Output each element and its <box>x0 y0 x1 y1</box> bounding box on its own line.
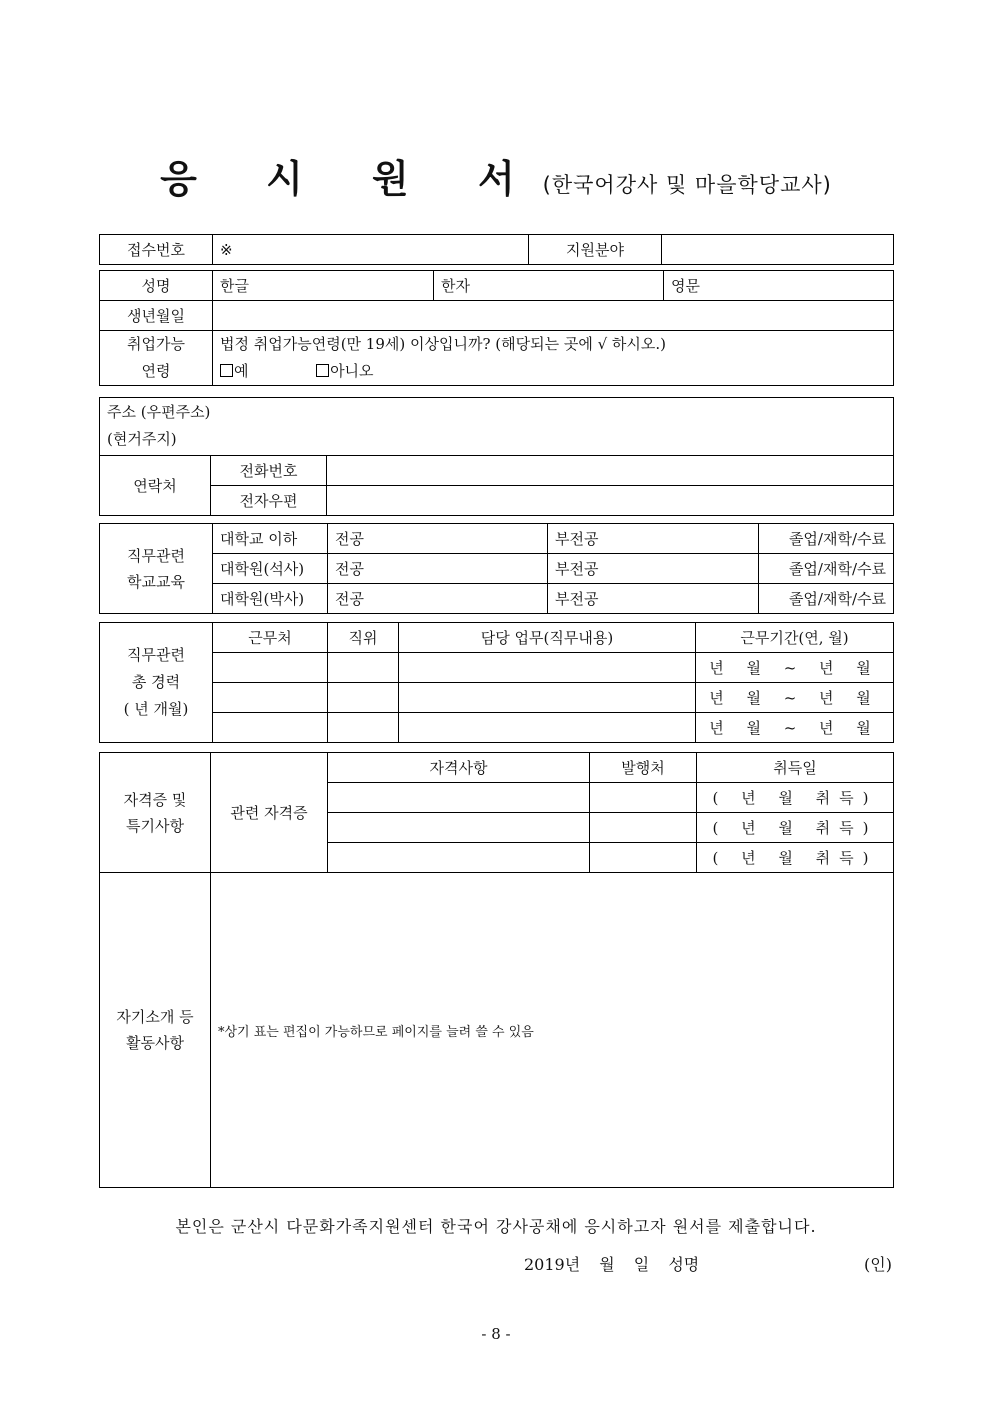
career-position[interactable] <box>328 713 399 743</box>
intro-label-1: 자기소개 등 <box>116 1008 194 1026</box>
education-status[interactable]: 졸업/재학/수료 <box>759 584 894 614</box>
career-workplace[interactable] <box>213 683 328 713</box>
career-header-workplace: 근무처 <box>213 623 328 653</box>
personal-info-table <box>99 270 894 386</box>
address-label-1: 주소 (우편주소) <box>107 403 211 421</box>
career-duties[interactable] <box>399 683 696 713</box>
intro-label <box>100 873 211 1188</box>
career-workplace[interactable] <box>213 713 328 743</box>
career-header-period: 근무기간(연, 월) <box>696 623 894 653</box>
employable-age-cell <box>213 331 894 386</box>
education-major[interactable]: 전공 <box>328 524 548 554</box>
education-table <box>99 523 894 614</box>
cert-header-issuer: 발행처 <box>590 753 697 783</box>
phone-label: 전화번호 <box>211 456 327 486</box>
cert-header-date: 취득일 <box>697 753 894 783</box>
certificates-table <box>99 752 894 1188</box>
cert-issuer[interactable] <box>590 843 697 873</box>
email-field[interactable] <box>327 486 894 516</box>
no-checkbox[interactable] <box>316 362 373 380</box>
career-position[interactable] <box>328 683 399 713</box>
career-duties[interactable] <box>399 713 696 743</box>
application-field-input[interactable] <box>662 235 894 265</box>
address-field[interactable] <box>100 398 894 456</box>
date-signature-line: 2019년 월 일 성명 <box>524 1255 700 1274</box>
career-table <box>99 622 894 743</box>
career-workplace[interactable] <box>213 653 328 683</box>
cert-date[interactable]: ( 년 월 취득) <box>697 783 894 813</box>
career-period[interactable]: 년 월 ~ 년 월 <box>696 683 894 713</box>
education-label-1: 직무관련 <box>127 546 185 565</box>
yes-label: 예 <box>234 362 249 380</box>
application-field-label: 지원분야 <box>529 235 662 265</box>
no-label: 아니오 <box>330 362 374 380</box>
page-title <box>0 148 992 203</box>
declaration-statement: 본인은 군산시 다문화가족지원센터 한국어 강사공채에 응시하고자 원서를 제출합니다. <box>175 1217 817 1236</box>
page-number: - 8 - <box>481 1325 511 1343</box>
name-hanja-field[interactable]: 한자 <box>434 271 664 301</box>
education-major[interactable]: 전공 <box>328 554 548 584</box>
career-header-position: 직위 <box>328 623 399 653</box>
cert-name[interactable] <box>328 843 590 873</box>
contact-label: 연락처 <box>100 456 211 516</box>
career-header-duties: 담당 업무(직무내용) <box>399 623 696 653</box>
career-label-1: 직무관련 <box>127 646 185 664</box>
cert-name[interactable] <box>328 813 590 843</box>
seal-mark: (인) <box>864 1255 892 1274</box>
career-period[interactable]: 년 월 ~ 년 월 <box>696 713 894 743</box>
career-label <box>100 623 213 743</box>
education-status[interactable]: 졸업/재학/수료 <box>759 554 894 584</box>
title-main: 응 시 원 서 <box>160 157 543 201</box>
intro-note: *상기 표는 편집이 가능하므로 페이지를 늘려 쓸 수 있음 <box>218 1024 534 1040</box>
related-certificates-label: 관련 자격증 <box>211 753 328 873</box>
education-status[interactable]: 졸업/재학/수료 <box>759 524 894 554</box>
cert-date[interactable]: ( 년 월 취득) <box>697 813 894 843</box>
name-english-field[interactable]: 영문 <box>664 271 894 301</box>
receipt-number-field[interactable]: ※ <box>213 235 529 265</box>
address-label-2: (현거주지) <box>107 430 177 448</box>
cert-name[interactable] <box>328 783 590 813</box>
education-minor[interactable]: 부전공 <box>548 554 759 584</box>
cert-date[interactable]: ( 년 월 취득) <box>697 843 894 873</box>
name-label: 성명 <box>100 271 213 301</box>
certificates-label-2: 특기사항 <box>126 816 184 835</box>
certificates-label <box>100 753 211 873</box>
yes-checkbox[interactable] <box>220 362 249 380</box>
name-korean-field[interactable]: 한글 <box>213 271 434 301</box>
education-level: 대학교 이하 <box>213 524 328 554</box>
employable-age-label-2: 연령 <box>141 362 171 380</box>
career-label-2: 총 경력 <box>131 673 181 691</box>
career-duties[interactable] <box>399 653 696 683</box>
education-level: 대학원(박사) <box>213 584 328 614</box>
career-period[interactable]: 년 월 ~ 년 월 <box>696 653 894 683</box>
career-label-3: ( 년 개월) <box>123 700 189 718</box>
receipt-number-label: 접수번호 <box>100 235 213 265</box>
title-sub: (한국어강사 및 마을학당교사) <box>542 173 832 197</box>
education-label-2: 학교교육 <box>127 572 185 591</box>
cert-issuer[interactable] <box>590 783 697 813</box>
cert-header-name: 자격사항 <box>328 753 590 783</box>
checkbox-icon <box>220 364 233 377</box>
education-label <box>100 524 213 614</box>
birthdate-label: 생년월일 <box>100 301 213 331</box>
employable-age-label <box>100 331 213 386</box>
contact-table <box>99 397 894 516</box>
intro-label-2: 활동사항 <box>126 1034 184 1052</box>
receipt-table <box>99 234 894 265</box>
cert-issuer[interactable] <box>590 813 697 843</box>
checkbox-icon <box>316 364 329 377</box>
email-label: 전자우편 <box>211 486 327 516</box>
employable-age-question: 법정 취업가능연령(만 19세) 이상입니까? (해당되는 곳에 √ 하시오.) <box>220 335 667 353</box>
education-minor[interactable]: 부전공 <box>548 524 759 554</box>
education-major[interactable]: 전공 <box>328 584 548 614</box>
employable-age-label-1: 취업가능 <box>127 335 185 353</box>
education-level: 대학원(석사) <box>213 554 328 584</box>
phone-field[interactable] <box>327 456 894 486</box>
birthdate-field[interactable] <box>213 301 894 331</box>
career-position[interactable] <box>328 653 399 683</box>
intro-field[interactable] <box>211 873 894 1188</box>
education-minor[interactable]: 부전공 <box>548 584 759 614</box>
certificates-label-1: 자격증 및 <box>123 790 187 809</box>
